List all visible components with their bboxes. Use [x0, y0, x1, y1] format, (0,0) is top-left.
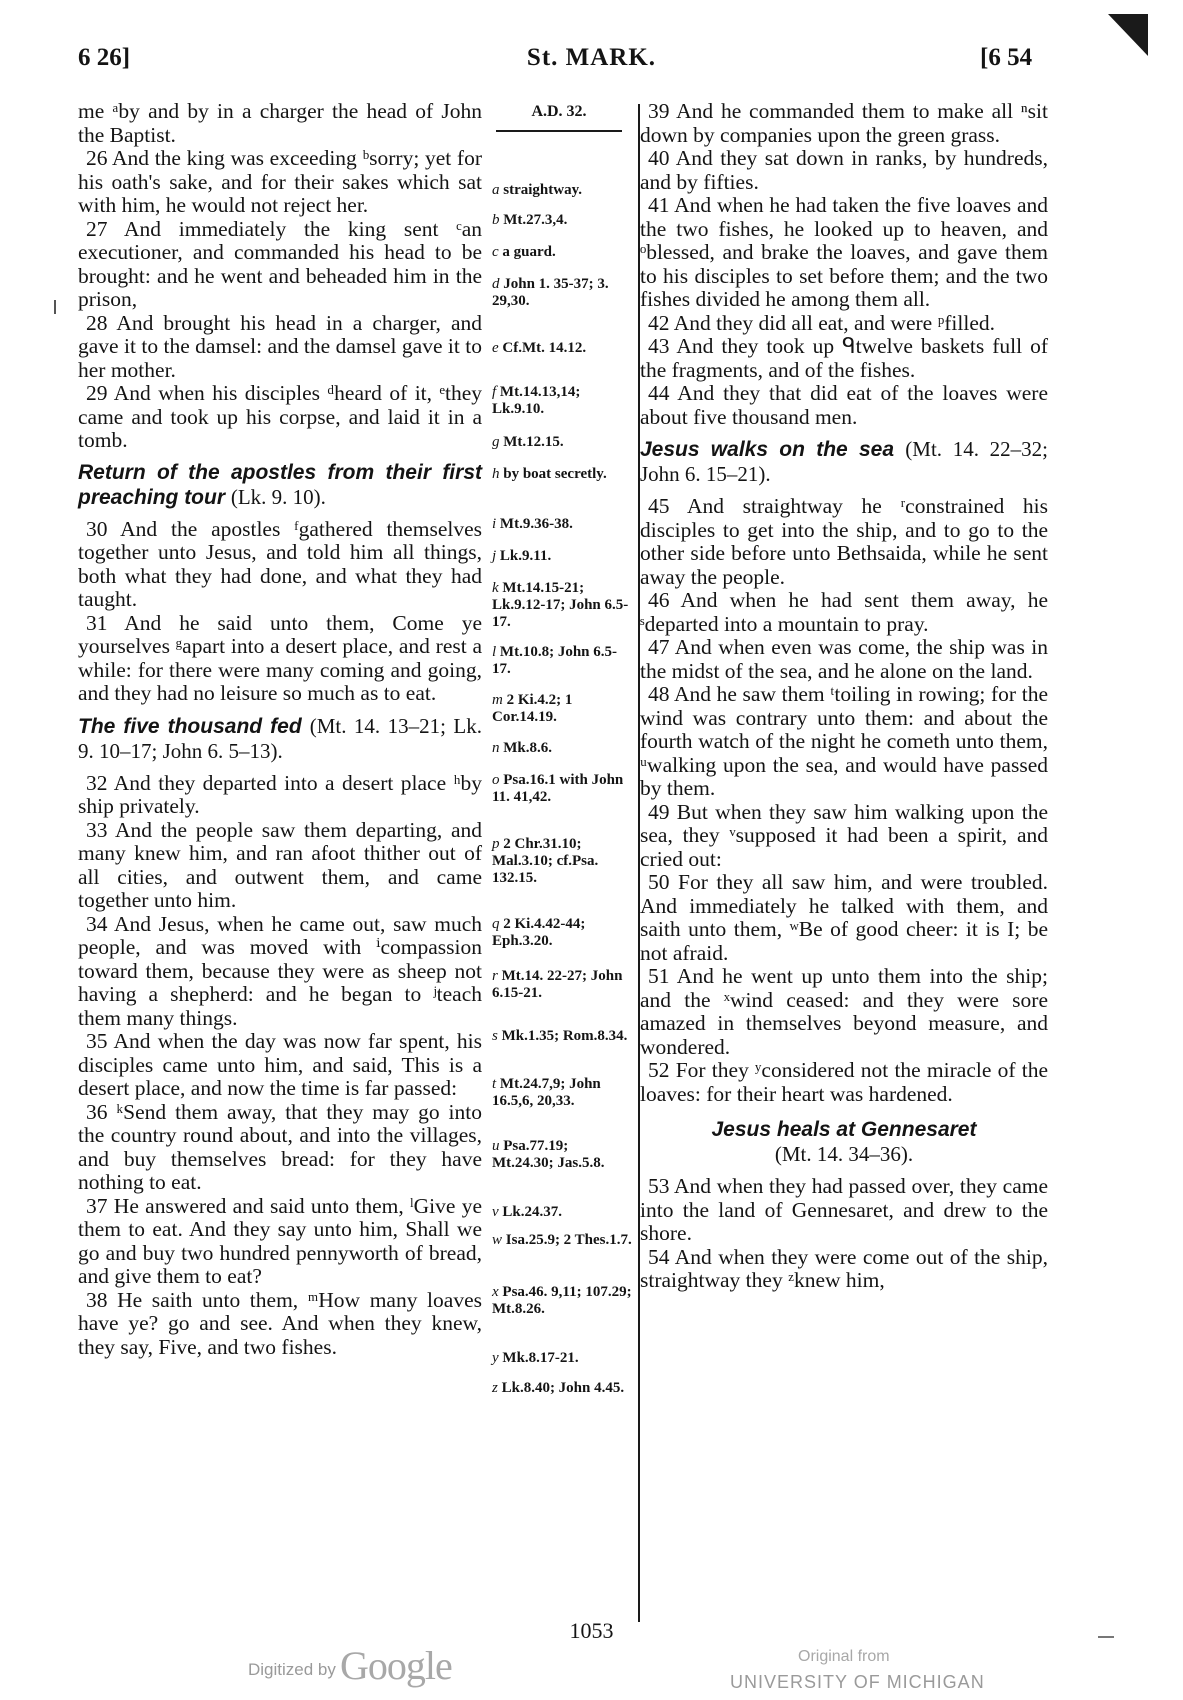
- cross-reference-text: Lk.24.37.: [502, 1204, 563, 1220]
- cross-reference-note: [492, 1028, 632, 1045]
- header-book-title: St. MARK.: [526, 44, 657, 71]
- cross-reference-text: Mt.14. 22-27; John 6.15-21.: [492, 968, 623, 1001]
- section-heading-ref: (Mt. 14. 13–21; Lk. 9. 10–17; John 6. 5–13).: [78, 713, 482, 763]
- cross-reference-text: Mk.8.6.: [503, 740, 552, 756]
- cross-reference-text: Psa.16.1 with John 11. 41,42.: [492, 772, 624, 805]
- cross-reference-letter: p: [492, 836, 500, 852]
- cross-reference-text: Mt.24.7,9; John 16.5,6, 20,33.: [492, 1076, 601, 1109]
- verse-paragraph: 40 And they sat down in ranks, by hundreds, and by fifties.: [640, 146, 1048, 194]
- cross-reference-text: a guard.: [502, 244, 556, 260]
- margin-mark: [1098, 1636, 1114, 1638]
- right-text-column: [640, 100, 1048, 1293]
- cross-reference-note: [492, 740, 632, 757]
- cross-reference-text: 2 Chr.31.10; Mal.3.10; cf.Psa. 132.15.: [492, 836, 599, 886]
- cross-reference-letter: b: [492, 212, 500, 228]
- section-heading: [640, 437, 1048, 487]
- verse-paragraph: 33 And the people saw them departing, and many knew him, and ran afoot thither out of all cities, and outwent them, and came together unto him.: [78, 817, 482, 912]
- cross-reference-letter: e: [492, 340, 499, 356]
- cross-reference-text: straightway.: [503, 182, 582, 198]
- cross-reference-note: [492, 1204, 632, 1221]
- verse-paragraph: 32 And they departed into a desert place ʰby ship privately.: [78, 770, 482, 818]
- original-from-label: Original from: [798, 1648, 890, 1665]
- cross-reference-note: [492, 276, 632, 310]
- cross-reference-letter: d: [492, 276, 500, 292]
- left-text-column: [78, 100, 482, 1359]
- cross-reference-note: [492, 772, 632, 806]
- cross-reference-text: Mt.14.13,14; Lk.9.10.: [492, 384, 581, 417]
- cross-reference-note: [492, 434, 632, 451]
- cross-reference-letter: m: [492, 692, 503, 708]
- header-chapter-verse-start: 6 26]: [78, 44, 131, 71]
- verse-paragraph: 45 And straightway he ʳconstrained his disciples to get into the ship, and to go to the other side before unto Bethsaida, while he sent away the people.: [640, 494, 1048, 589]
- verse-paragraph: 43 And they took up ᑫtwelve baskets full of the fragments, and of the fishes.: [640, 334, 1048, 382]
- cross-reference-letter: i: [492, 516, 497, 532]
- cross-reference-note: [492, 212, 632, 229]
- cross-reference-note: [492, 340, 632, 357]
- google-logo: Google: [340, 1643, 452, 1688]
- cross-reference-note: [492, 692, 632, 726]
- cross-reference-note: [492, 644, 632, 678]
- cross-reference-letter: x: [492, 1284, 499, 1300]
- cross-reference-note: [492, 182, 632, 199]
- cross-reference-note: [492, 836, 632, 887]
- section-heading: [78, 714, 482, 764]
- section-heading-ref: (Lk. 9. 10).: [230, 484, 326, 509]
- page-number: 1053: [569, 1618, 614, 1643]
- verse-paragraph: 36 ᵏSend them away, that they may go into the country round about, and into the villages, and buy themselves bread: for they have nothing to eat.: [78, 1099, 482, 1194]
- verse-paragraph: 50 For they all saw him, and were troubled. And immediately he talked with them, and saith unto them, ʷBe of good cheer: it is I; be not afraid.: [640, 870, 1048, 965]
- section-heading-title: Jesus walks on the sea: [640, 438, 895, 461]
- verse-paragraph: 41 And when he had taken the five loaves and the two fishes, he looked up to heaven, and ᵒblessed, and brake the loaves, and gave them to his disciples to set before them; and the two fishes divided he among them all.: [640, 193, 1048, 311]
- verse-paragraph: 27 And immediately the king sent ᶜan executioner, and commanded his head to be brought: and he went and beheaded him in the prison,: [78, 216, 482, 311]
- verse-paragraph: 35 And when the day was now far spent, his disciples came unto him, and said, This is a desert place, and now the time is far passed:: [78, 1029, 482, 1100]
- cross-reference-letter: k: [492, 580, 499, 596]
- cross-reference-letter: s: [492, 1028, 498, 1044]
- cross-reference-letter: t: [492, 1076, 497, 1092]
- cross-reference-letter: y: [492, 1350, 499, 1366]
- section-heading-title: The five thousand fed: [78, 714, 302, 738]
- cross-reference-text: Mt.14.15-21; Lk.9.12-17; John 6.5-17.: [492, 580, 629, 630]
- cross-reference-letter: q: [492, 916, 500, 932]
- margin-mark: [54, 300, 56, 314]
- cross-reference-note: [492, 1284, 632, 1318]
- cross-reference-text: Lk.9.11.: [499, 548, 552, 564]
- cross-reference-text: Mk.8.17-21.: [502, 1350, 579, 1366]
- verse-paragraph: 46 And when he had sent them away, he ˢdeparted into a mountain to pray.: [640, 588, 1048, 636]
- cross-reference-note: [492, 1232, 632, 1249]
- date-rule: [496, 130, 622, 132]
- verse-paragraph: 39 And he commanded them to make all ⁿsit down by companies upon the green grass.: [640, 99, 1048, 147]
- cross-reference-note: [492, 1076, 632, 1110]
- cross-reference-text: Mk.1.35; Rom.8.34.: [501, 1028, 628, 1044]
- verse-paragraph: 52 For they ʸconsidered not the miracle of the loaves: for their heart was hardened.: [640, 1058, 1048, 1106]
- cross-reference-note: [492, 1138, 632, 1172]
- cross-reference-note: [492, 384, 632, 418]
- cross-reference-note: [492, 1350, 632, 1367]
- verse-paragraph: 54 And when they were come out of the ship, straightway they ᶻknew him,: [640, 1244, 1048, 1292]
- cross-reference-letter: n: [492, 740, 500, 756]
- cross-reference-text: by boat secretly.: [503, 466, 607, 482]
- header-chapter-verse-end: [6 54: [980, 44, 1033, 71]
- cross-reference-text: 2 Ki.4.2; 1 Cor.14.19.: [492, 692, 573, 725]
- cross-reference-letter: a: [492, 182, 500, 198]
- cross-reference-letter: o: [492, 772, 500, 788]
- cross-reference-letter: f: [492, 384, 497, 400]
- cross-reference-text: Mt.10.8; John 6.5-17.: [492, 644, 617, 677]
- cross-reference-note: [492, 466, 632, 483]
- verse-paragraph: 47 And when even was come, the ship was in the midst of the sea, and he alone on the land.: [640, 635, 1048, 683]
- verse-paragraph: 31 And he said unto them, Come ye yourselves ᵍapart into a desert place, and rest a while: for there were many coming and going, and they had no leisure so much as to eat.: [78, 610, 482, 705]
- cross-reference-text: Psa.46. 9,11; 107.29; Mt.8.26.: [492, 1284, 632, 1317]
- cross-reference-letter: j: [492, 548, 497, 564]
- verse-paragraph: 44 And they that did eat of the loaves were about five thousand men.: [640, 381, 1048, 429]
- verse-paragraph: me ᵃby and by in a charger the head of John the Baptist.: [78, 99, 482, 147]
- verse-paragraph: 26 And the king was exceeding ᵇsorry; yet for his oath's sake, and for their sakes which sat with him, he would not reject her.: [78, 146, 482, 217]
- section-heading: [640, 1118, 1048, 1167]
- section-heading-title: Return of the apostles from their first preaching tour: [78, 460, 482, 509]
- cross-reference-letter: u: [492, 1138, 500, 1154]
- verse-paragraph: 49 But when they saw him walking upon the sea, they ᵛsupposed it had been a spirit, and cried out:: [640, 799, 1048, 871]
- cross-reference-note: [492, 244, 632, 261]
- verse-paragraph: 34 And Jesus, when he came out, saw much people, and was moved with ⁱcompassion toward them, because they were as sheep not having a shepherd: and he began to ʲteach them many things.: [78, 911, 482, 1030]
- cross-reference-note: [492, 548, 632, 565]
- cross-reference-text: Lk.8.40; John 4.45.: [501, 1380, 625, 1396]
- digitized-by-label: Digitized by: [248, 1660, 336, 1679]
- verse-paragraph: 53 And when they had passed over, they came into the land of Gennesaret, and drew to the shore.: [640, 1174, 1048, 1245]
- cross-reference-note: [492, 580, 632, 631]
- cross-reference-letter: z: [492, 1380, 498, 1396]
- cross-reference-text: 2 Ki.4.42-44; Eph.3.20.: [492, 916, 586, 949]
- cross-reference-letter: w: [492, 1232, 503, 1248]
- cross-reference-text: Cf.Mt. 14.12.: [502, 340, 587, 356]
- section-heading: [78, 461, 482, 510]
- verse-paragraph: 48 And he saw them ᵗtoiling in rowing; for the wind was contrary unto them: and about the fourth watch of the night he cometh unto them, ᵘwalking upon the sea, and would have passed by them.: [640, 682, 1048, 800]
- verse-paragraph: 30 And the apostles ᶠgathered themselves together unto Jesus, and told him all things, both what they had done, and what they had taught.: [78, 516, 482, 611]
- cross-reference-text: Psa.77.19; Mt.24.30; Jas.5.8.: [492, 1138, 605, 1171]
- cross-reference-text: Mt.27.3,4.: [503, 212, 568, 228]
- cross-reference-text: Mt.12.15.: [503, 434, 564, 450]
- library-name: UNIVERSITY OF MICHIGAN: [730, 1672, 985, 1692]
- cross-reference-note: [492, 516, 632, 533]
- cross-reference-letter: g: [492, 434, 500, 450]
- cross-reference-note: [492, 968, 632, 1002]
- verse-paragraph: 28 And brought his head in a charger, and gave it to the damsel: and the damsel gave it to her mother.: [78, 310, 482, 382]
- cross-reference-letter: r: [492, 968, 498, 984]
- cross-reference-note: [492, 1380, 632, 1397]
- verse-paragraph: 42 And they did all eat, and were ᵖfilled.: [648, 310, 996, 335]
- cross-reference-text: Isa.25.9; 2 Thes.1.7.: [505, 1232, 632, 1248]
- verse-paragraph: 37 He answered and said unto them, ˡGive ye them to eat. And they say unto him, Shall we go and buy two hundred pennyworth of bread, and give them to eat?: [78, 1193, 482, 1288]
- verse-paragraph: 29 And when his disciples ᵈheard of it, ᵉthey came and took up his corpse, and laid it in a tomb.: [78, 381, 482, 452]
- margin-date: A.D. 32.: [531, 103, 587, 120]
- section-heading-ref: (Mt. 14. 22–32; John 6. 15–21).: [640, 437, 1048, 486]
- cross-reference-letter: v: [492, 1204, 499, 1220]
- verse-paragraph: 38 He saith unto them, ᵐHow many loaves have ye? go and see. And when they knew, they say, Five, and two fishes.: [78, 1287, 482, 1359]
- section-heading-title: Jesus heals at Gennesaret: [711, 1118, 977, 1141]
- cross-reference-letter: c: [492, 244, 499, 260]
- cross-reference-letter: h: [492, 466, 500, 482]
- section-heading-ref: (Mt. 14. 34–36).: [774, 1142, 914, 1166]
- cross-reference-text: Mt.9.36-38.: [499, 516, 573, 532]
- cross-reference-text: John 1. 35-37; 3. 29,30.: [492, 276, 609, 309]
- cross-reference-note: [492, 916, 632, 950]
- verse-paragraph: 51 And he went up unto them into the ship; and the ˣwind ceased: and they were sore amazed in themselves beyond measure, and wondered.: [640, 964, 1048, 1059]
- cross-reference-letter: l: [492, 644, 497, 660]
